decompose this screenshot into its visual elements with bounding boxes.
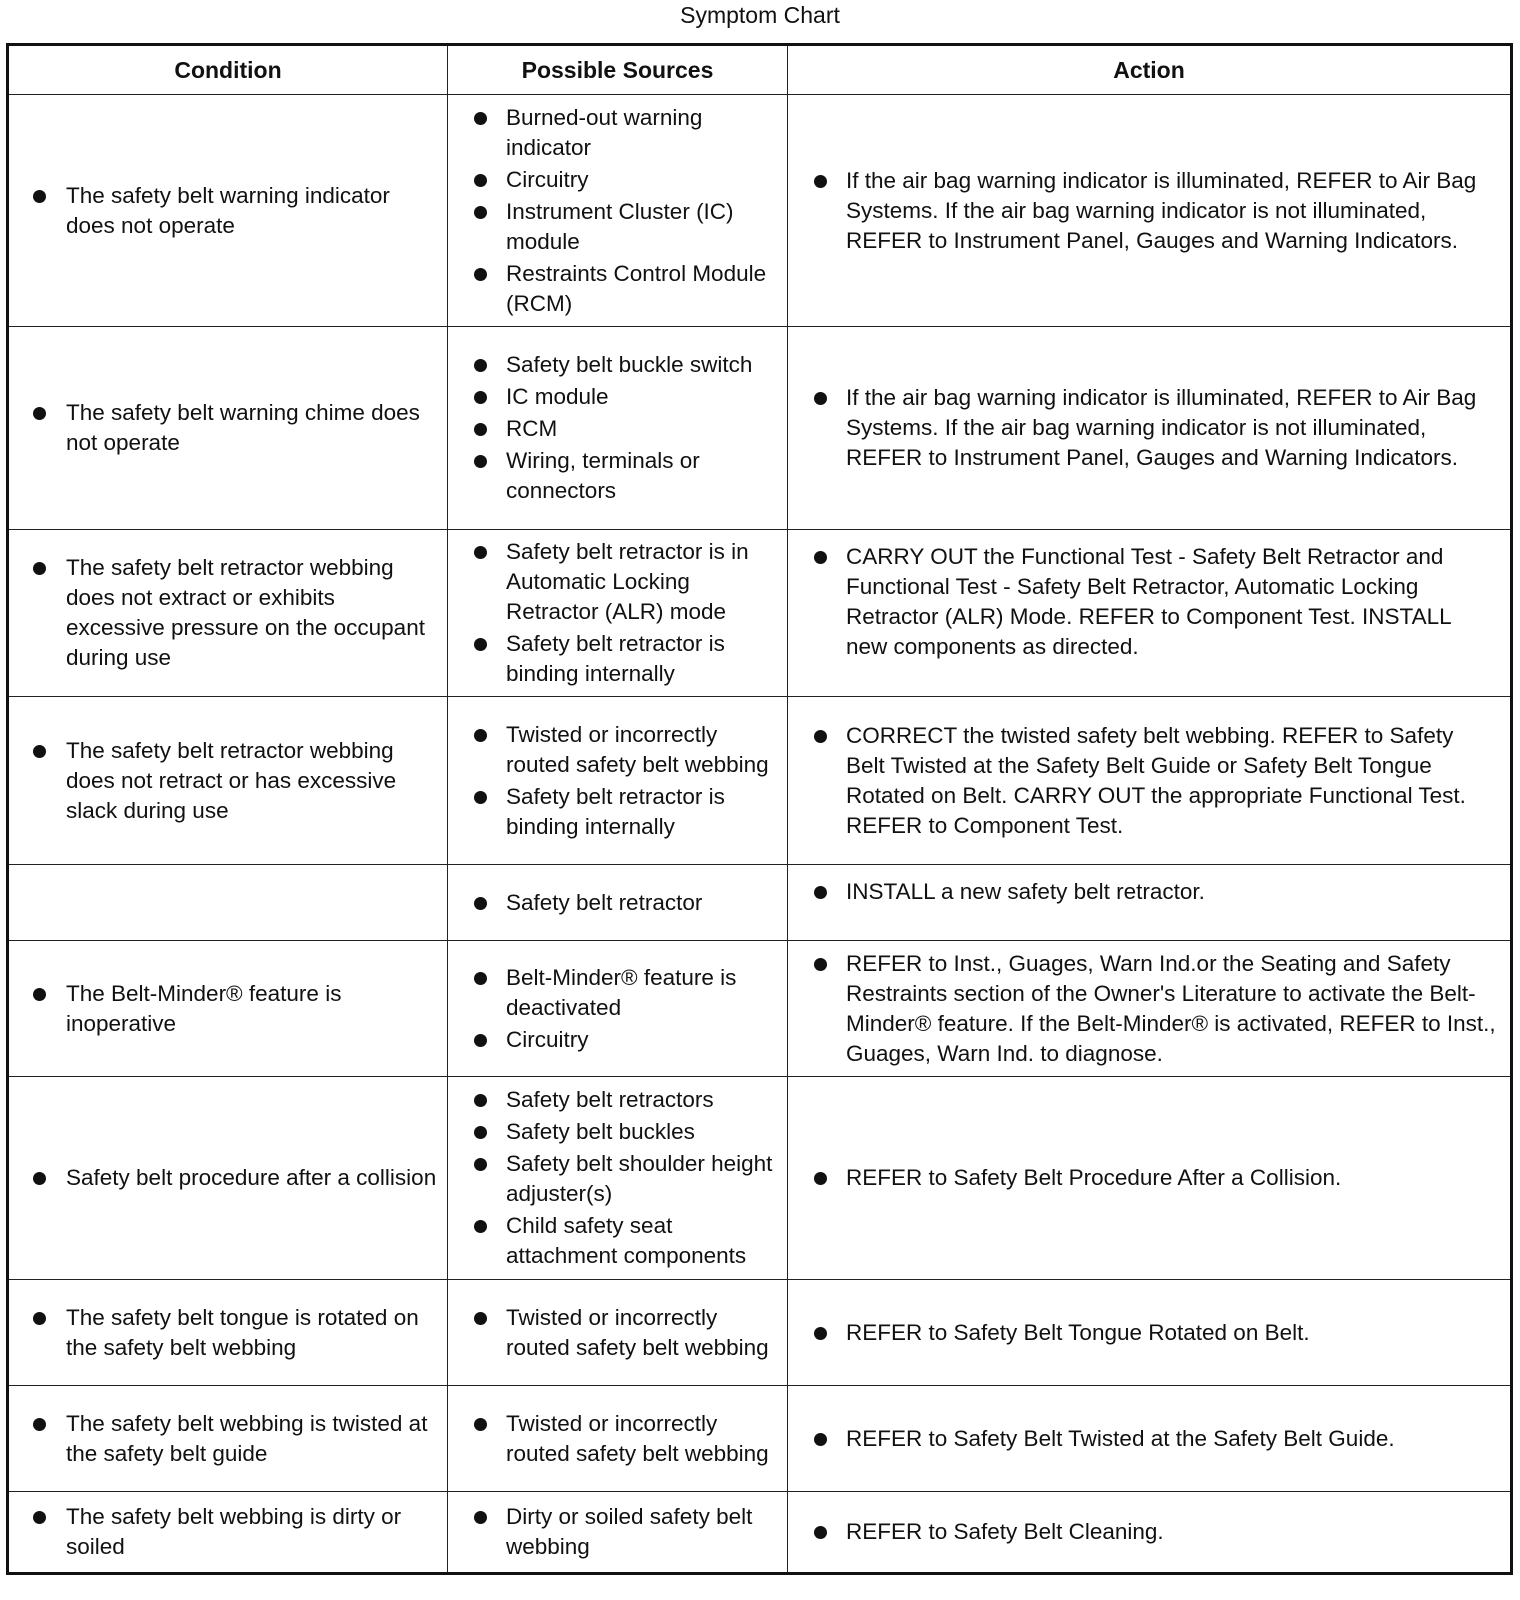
source-item: Instrument Cluster (IC) module [506, 197, 781, 257]
condition-item: The safety belt warning indicator does not operate [66, 181, 439, 241]
condition-cell [8, 697, 448, 865]
possible-sources-cell [448, 530, 788, 697]
condition-cell-list [9, 181, 447, 241]
source-item: Safety belt buckle switch [506, 350, 781, 380]
possible-sources-cell-list [448, 350, 787, 506]
condition-cell-list [9, 1163, 447, 1193]
source-item: Circuitry [506, 1025, 781, 1055]
action-cell [788, 95, 1512, 327]
condition-item: The safety belt webbing is twisted at the safety belt guide [66, 1409, 439, 1469]
condition-cell-list [9, 1409, 447, 1469]
possible-sources-cell [448, 1280, 788, 1386]
possible-sources-cell [448, 1077, 788, 1280]
condition-item: Safety belt procedure after a collision [66, 1163, 439, 1193]
action-cell [788, 1386, 1512, 1492]
condition-cell [8, 1077, 448, 1280]
action-cell-list [788, 1163, 1510, 1193]
header-possible-sources: Possible Sources [448, 45, 788, 95]
possible-sources-cell-list [448, 963, 787, 1055]
possible-sources-cell-list [448, 537, 787, 689]
action-cell [788, 941, 1512, 1077]
possible-sources-cell-list [448, 888, 787, 918]
source-item: Safety belt retractor is in Automatic Locking Retractor (ALR) mode [506, 537, 781, 627]
page-title: Symptom Chart [680, 2, 840, 28]
action-cell-list [788, 1424, 1510, 1454]
condition-cell [8, 1280, 448, 1386]
source-item: IC module [506, 382, 781, 412]
source-item: Burned-out warning indicator [506, 103, 781, 163]
table-row [8, 1077, 1512, 1280]
source-item: Dirty or soiled safety belt webbing [506, 1502, 781, 1562]
source-item: Safety belt retractor is binding internally [506, 629, 781, 689]
condition-cell-list [9, 736, 447, 826]
possible-sources-cell [448, 327, 788, 530]
possible-sources-cell-list [448, 720, 787, 842]
source-item: Safety belt buckles [506, 1117, 781, 1147]
condition-item: The safety belt retractor webbing does not extract or exhibits excessive pressure on the occupant during use [66, 553, 439, 673]
header-row [8, 45, 1512, 95]
condition-cell [8, 1492, 448, 1574]
condition-cell-list [9, 398, 447, 458]
table-row [8, 530, 1512, 697]
table-row [8, 697, 1512, 865]
action-cell [788, 530, 1512, 697]
possible-sources-cell-list [448, 1409, 787, 1469]
condition-item: The safety belt retractor webbing does not retract or has excessive slack during use [66, 736, 439, 826]
possible-sources-cell-list [448, 1502, 787, 1562]
action-item: REFER to Safety Belt Twisted at the Safety Belt Guide. [846, 1424, 1496, 1454]
action-item: If the air bag warning indicator is illuminated, REFER to Air Bag Systems. If the air bag warning indicator is not illuminated, REFER to Instrument Panel, Gauges and Warning Indicators. [846, 166, 1496, 256]
source-item: Twisted or incorrectly routed safety belt webbing [506, 1409, 781, 1469]
table-row [8, 865, 1512, 941]
possible-sources-cell [448, 1386, 788, 1492]
source-item: Twisted or incorrectly routed safety belt webbing [506, 1303, 781, 1363]
condition-cell-list [9, 979, 447, 1039]
source-item: Circuitry [506, 165, 781, 195]
possible-sources-cell [448, 941, 788, 1077]
condition-cell [8, 327, 448, 530]
action-cell [788, 865, 1512, 941]
condition-item: The safety belt warning chime does not operate [66, 398, 439, 458]
condition-cell [8, 95, 448, 327]
table-row [8, 1280, 1512, 1386]
action-item: REFER to Safety Belt Cleaning. [846, 1517, 1496, 1547]
action-cell-list [788, 949, 1510, 1069]
action-cell-list [788, 542, 1510, 662]
action-item: REFER to Safety Belt Procedure After a Collision. [846, 1163, 1496, 1193]
action-cell [788, 1077, 1512, 1280]
source-item: Safety belt retractor [506, 888, 781, 918]
action-item: REFER to Inst., Guages, Warn Ind.or the Seating and Safety Restraints section of the Owner's Literature to activate the Belt-Minder® feature. If the Belt-Minder® is activated, REFER to Inst., Guages, Warn Ind. to diagnose. [846, 949, 1496, 1069]
condition-item: The Belt-Minder® feature is inoperative [66, 979, 439, 1039]
action-item: INSTALL a new safety belt retractor. [846, 877, 1496, 907]
table-row [8, 95, 1512, 327]
source-item: Safety belt retractor is binding internally [506, 782, 781, 842]
action-item: CARRY OUT the Functional Test - Safety Belt Retractor and Functional Test - Safety Belt Retractor, Automatic Locking Retractor (ALR) Mode. REFER to Component Test. INSTALL new components as directed. [846, 542, 1496, 662]
condition-item: The safety belt webbing is dirty or soiled [66, 1502, 439, 1562]
header-action: Action [788, 45, 1512, 95]
possible-sources-cell [448, 1492, 788, 1574]
possible-sources-cell-list [448, 1303, 787, 1363]
condition-cell [8, 865, 448, 941]
possible-sources-cell [448, 95, 788, 327]
possible-sources-cell [448, 697, 788, 865]
action-item: If the air bag warning indicator is illuminated, REFER to Air Bag Systems. If the air bag warning indicator is not illuminated, REFER to Instrument Panel, Gauges and Warning Indicators. [846, 383, 1496, 473]
action-cell-list [788, 1517, 1510, 1547]
condition-cell [8, 941, 448, 1077]
source-item: Safety belt retractors [506, 1085, 781, 1115]
condition-cell-list [9, 1502, 447, 1562]
action-cell-list [788, 877, 1510, 907]
action-cell-list [788, 166, 1510, 256]
action-item: CORRECT the twisted safety belt webbing. REFER to Safety Belt Twisted at the Safety Belt Guide or Safety Belt Tongue Rotated on Belt. CARRY OUT the appropriate Functional Test. REFER to Component Test. [846, 721, 1496, 841]
condition-cell [8, 530, 448, 697]
possible-sources-cell-list [448, 103, 787, 319]
action-cell-list [788, 383, 1510, 473]
action-cell [788, 1492, 1512, 1574]
source-item: RCM [506, 414, 781, 444]
possible-sources-cell [448, 865, 788, 941]
condition-item: The safety belt tongue is rotated on the safety belt webbing [66, 1303, 439, 1363]
table-row [8, 1386, 1512, 1492]
symptom-rows [8, 95, 1512, 1574]
action-item: REFER to Safety Belt Tongue Rotated on Belt. [846, 1318, 1496, 1348]
action-cell [788, 1280, 1512, 1386]
table-row [8, 1492, 1512, 1574]
symptom-table [6, 43, 1513, 1575]
header-condition: Condition [8, 45, 448, 95]
action-cell [788, 697, 1512, 865]
table-row [8, 327, 1512, 530]
condition-cell [8, 1386, 448, 1492]
action-cell-list [788, 721, 1510, 841]
source-item: Twisted or incorrectly routed safety belt webbing [506, 720, 781, 780]
table-row [8, 941, 1512, 1077]
source-item: Child safety seat attachment components [506, 1211, 781, 1271]
condition-cell-list [9, 553, 447, 673]
action-cell-list [788, 1318, 1510, 1348]
action-cell [788, 327, 1512, 530]
source-item: Restraints Control Module (RCM) [506, 259, 781, 319]
condition-cell-list [9, 1303, 447, 1363]
source-item: Safety belt shoulder height adjuster(s) [506, 1149, 781, 1209]
source-item: Wiring, terminals or connectors [506, 446, 781, 506]
source-item: Belt-Minder® feature is deactivated [506, 963, 781, 1023]
possible-sources-cell-list [448, 1085, 787, 1271]
